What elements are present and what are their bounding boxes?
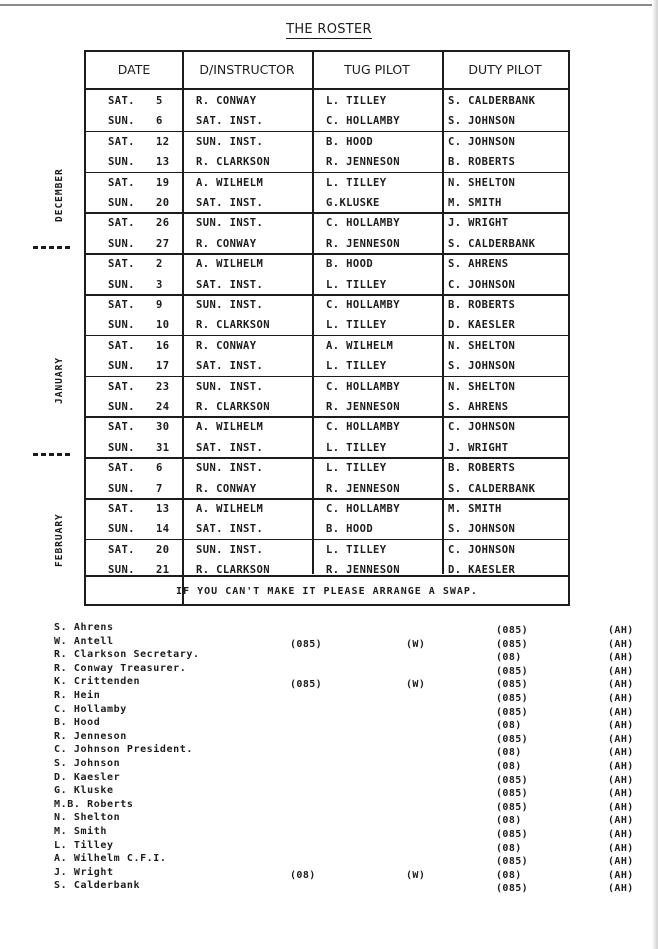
table-row bbox=[86, 458, 568, 478]
member-name: R. Jenneson bbox=[54, 730, 127, 742]
day-cell: SUN. bbox=[108, 319, 135, 332]
duty-pilot-cell: B. ROBERTS bbox=[448, 299, 516, 311]
home-tag: (AH) bbox=[608, 883, 634, 895]
table-row bbox=[86, 234, 568, 254]
instructor-cell: SAT. INST. bbox=[196, 523, 264, 536]
table-row bbox=[86, 397, 568, 417]
tug-pilot-cell: B. HOOD bbox=[326, 135, 374, 148]
tug-pilot-cell: G.KLUSKE bbox=[326, 197, 380, 209]
home-tag: (AH) bbox=[608, 625, 634, 636]
instructor-cell: SAT. INST. bbox=[196, 115, 264, 128]
home-area-code: (085) bbox=[496, 829, 529, 840]
home-tag: (AH) bbox=[608, 638, 634, 650]
date-cell: 13 bbox=[156, 156, 170, 169]
member-name: A. Wilhelm C.F.I. bbox=[54, 853, 167, 865]
instructor-cell: SUN. INST. bbox=[196, 380, 264, 393]
duty-pilot-cell: B. ROBERTS bbox=[448, 462, 516, 475]
day-cell: SAT. bbox=[108, 543, 135, 556]
duty-pilot-cell: J. WRIGHT bbox=[448, 217, 509, 230]
table-row bbox=[86, 438, 568, 458]
member-name: C. Johnson President. bbox=[54, 744, 194, 756]
home-tag: (AH) bbox=[608, 652, 634, 664]
day-cell: SAT. bbox=[108, 135, 135, 148]
home-tag: (AH) bbox=[608, 706, 634, 718]
home-tag: (AH) bbox=[608, 720, 634, 732]
page-top-rule bbox=[0, 4, 658, 6]
home-area-code: (085) bbox=[496, 638, 529, 650]
month-separator bbox=[33, 246, 73, 249]
instructor-cell: SUN. INST. bbox=[196, 543, 264, 556]
duty-pilot-cell: S. CALDERBANK bbox=[448, 482, 536, 495]
member-name: S. Johnson bbox=[54, 758, 121, 769]
date-cell: 30 bbox=[156, 421, 170, 434]
member-name: K. Crittenden bbox=[54, 676, 141, 688]
home-tag: (AH) bbox=[608, 665, 634, 677]
duty-pilot-cell: S. JOHNSON bbox=[448, 523, 516, 536]
duty-pilot-cell: M. SMITH bbox=[448, 197, 502, 209]
tug-pilot-cell: B. HOOD bbox=[326, 523, 374, 536]
home-tag: (AH) bbox=[608, 869, 634, 881]
tug-pilot-cell: L. TILLEY bbox=[326, 543, 387, 556]
date-cell: 14 bbox=[156, 523, 170, 536]
member-name: R. Conway Treasurer. bbox=[54, 662, 187, 674]
day-cell: SUN. bbox=[108, 401, 135, 413]
month-label-february: FEBRUARY bbox=[54, 513, 65, 567]
member-name: L. Tilley bbox=[54, 839, 114, 851]
member-name: S. Calderbank bbox=[54, 880, 141, 892]
tug-pilot-cell: L. TILLEY bbox=[326, 278, 387, 291]
table-row bbox=[86, 152, 568, 172]
day-cell: SUN. bbox=[108, 523, 135, 536]
date-cell: 19 bbox=[156, 176, 170, 189]
home-area-code: (085) bbox=[496, 774, 529, 786]
instructor-cell: R. CONWAY bbox=[196, 237, 257, 250]
member-name: C. Hollamby bbox=[54, 703, 127, 715]
home-area-code: (08) bbox=[496, 869, 522, 881]
home-tag: (AH) bbox=[608, 679, 634, 691]
day-cell: SAT. bbox=[108, 462, 135, 475]
home-tag: (AH) bbox=[608, 856, 634, 868]
day-cell: SUN. bbox=[108, 197, 135, 209]
day-cell: SUN. bbox=[108, 360, 135, 373]
day-cell: SAT. bbox=[108, 503, 135, 515]
instructor-cell: SUN. INST. bbox=[196, 135, 264, 148]
instructor-cell: SAT. INST. bbox=[196, 360, 264, 373]
duty-pilot-cell: S. AHRENS bbox=[448, 401, 509, 413]
day-cell: SUN. bbox=[108, 278, 135, 291]
page-edge-shadow bbox=[652, 0, 658, 949]
tug-pilot-cell: R. JENNESON bbox=[326, 156, 400, 169]
home-tag: (AH) bbox=[608, 774, 634, 786]
home-area-code: (08) bbox=[496, 842, 522, 854]
member-name: M.B. Roberts bbox=[54, 798, 134, 810]
date-cell: 23 bbox=[156, 380, 170, 393]
instructor-cell: R. CLARKSON bbox=[196, 156, 270, 169]
instructor-cell: R. CONWAY bbox=[196, 95, 257, 107]
duty-pilot-cell: C. JOHNSON bbox=[448, 135, 516, 148]
tug-pilot-cell: L. TILLEY bbox=[326, 319, 387, 332]
member-name: D. Kaesler bbox=[54, 771, 121, 783]
duty-pilot-cell: C. JOHNSON bbox=[448, 421, 516, 434]
day-cell: SUN. bbox=[108, 564, 135, 577]
instructor-cell: R. CLARKSON bbox=[196, 319, 270, 332]
table-row bbox=[86, 479, 568, 499]
day-cell: SUN. bbox=[108, 482, 135, 495]
date-cell: 20 bbox=[156, 543, 170, 556]
day-cell: SUN. bbox=[108, 115, 135, 128]
table-row bbox=[86, 560, 568, 580]
header-instructor: D/INSTRUCTOR bbox=[199, 62, 295, 77]
home-area-code: (085) bbox=[496, 693, 529, 704]
instructor-cell: A. WILHELM bbox=[196, 503, 264, 515]
date-cell: 13 bbox=[156, 503, 170, 515]
day-cell: SAT. bbox=[108, 95, 135, 107]
duty-pilot-cell: S. CALDERBANK bbox=[448, 237, 536, 250]
home-area-code: (085) bbox=[496, 788, 529, 800]
day-cell: SAT. bbox=[108, 339, 135, 352]
member-name: W. Antell bbox=[54, 635, 114, 647]
duty-pilot-cell: N. SHELTON bbox=[448, 339, 516, 352]
duty-pilot-cell: J. WRIGHT bbox=[448, 441, 509, 454]
table-row bbox=[86, 111, 568, 131]
tug-pilot-cell: L. TILLEY bbox=[326, 462, 387, 475]
date-cell: 26 bbox=[156, 217, 170, 230]
date-cell: 27 bbox=[156, 237, 170, 250]
header-date: DATE bbox=[117, 62, 151, 77]
page-title-text: THE ROSTER bbox=[286, 22, 372, 37]
duty-pilot-cell: C. JOHNSON bbox=[448, 543, 516, 556]
home-tag: (AH) bbox=[608, 733, 634, 745]
work-area-code: (085) bbox=[290, 638, 323, 650]
home-tag: (AH) bbox=[608, 829, 634, 840]
home-area-code: (085) bbox=[496, 706, 529, 718]
tug-pilot-cell: C. HOLLAMBY bbox=[326, 299, 400, 311]
home-tag: (AH) bbox=[608, 761, 634, 772]
date-cell: 5 bbox=[156, 95, 163, 107]
table-row bbox=[86, 540, 568, 560]
instructor-cell: SAT. INST. bbox=[196, 441, 264, 454]
tug-pilot-cell: L. TILLEY bbox=[326, 360, 387, 373]
duty-pilot-cell: D. KAESLER bbox=[448, 319, 516, 332]
table-row bbox=[86, 519, 568, 539]
instructor-cell: SUN. INST. bbox=[196, 217, 264, 230]
tug-pilot-cell: R. JENNESON bbox=[326, 237, 400, 250]
work-area-code: (08) bbox=[290, 869, 316, 881]
day-cell: SAT. bbox=[108, 421, 135, 434]
day-cell: SAT. bbox=[108, 258, 135, 271]
tug-pilot-cell: C. HOLLAMBY bbox=[326, 217, 400, 230]
date-cell: 31 bbox=[156, 441, 170, 454]
instructor-cell: A. WILHELM bbox=[196, 258, 264, 271]
table-row bbox=[86, 254, 568, 274]
instructor-cell: A. WILHELM bbox=[196, 176, 264, 189]
duty-pilot-cell: B. ROBERTS bbox=[448, 156, 516, 169]
tug-pilot-cell: R. JENNESON bbox=[326, 564, 400, 577]
day-cell: SAT. bbox=[108, 380, 135, 393]
table-row bbox=[86, 275, 568, 295]
home-tag: (AH) bbox=[608, 693, 634, 704]
home-tag: (AH) bbox=[608, 788, 634, 800]
tug-pilot-cell: C. HOLLAMBY bbox=[326, 380, 400, 393]
page-title bbox=[0, 22, 658, 37]
table-row bbox=[86, 356, 568, 376]
roster-table bbox=[84, 50, 570, 606]
table-row bbox=[86, 417, 568, 437]
tug-pilot-cell: L. TILLEY bbox=[326, 95, 387, 107]
home-tag: (AH) bbox=[608, 842, 634, 854]
duty-pilot-cell: C. JOHNSON bbox=[448, 278, 516, 291]
header-tug-pilot: TUG PILOT bbox=[344, 62, 410, 77]
home-area-code: (085) bbox=[496, 665, 529, 677]
member-name: J. Wright bbox=[54, 866, 114, 878]
tug-pilot-cell: L. TILLEY bbox=[326, 176, 387, 189]
home-area-code: (085) bbox=[496, 801, 529, 813]
table-row bbox=[86, 213, 568, 233]
home-area-code: (08) bbox=[496, 652, 522, 664]
tug-pilot-cell: R. JENNESON bbox=[326, 401, 400, 413]
member-name: S. Ahrens bbox=[54, 622, 114, 633]
date-cell: 2 bbox=[156, 258, 163, 271]
member-name: G. Kluske bbox=[54, 785, 114, 797]
home-area-code: (08) bbox=[496, 747, 522, 759]
swap-notice: IF YOU CAN'T MAKE IT PLEASE ARRANGE A SWAP. bbox=[176, 586, 478, 597]
work-tag: (W) bbox=[406, 869, 426, 881]
tug-pilot-cell: R. JENNESON bbox=[326, 482, 400, 495]
home-area-code: (08) bbox=[496, 761, 522, 772]
date-cell: 17 bbox=[156, 360, 170, 373]
duty-pilot-cell: M. SMITH bbox=[448, 503, 502, 515]
tug-pilot-cell: C. HOLLAMBY bbox=[326, 115, 400, 128]
date-cell: 6 bbox=[156, 462, 163, 475]
day-cell: SUN. bbox=[108, 441, 135, 454]
header-divider bbox=[86, 88, 568, 90]
tug-pilot-cell: L. TILLEY bbox=[326, 441, 387, 454]
home-area-code: (085) bbox=[496, 625, 529, 636]
duty-pilot-cell: N. SHELTON bbox=[448, 380, 516, 393]
table-row bbox=[86, 193, 568, 213]
duty-pilot-cell: S. JOHNSON bbox=[448, 115, 516, 128]
month-label-january: JANUARY bbox=[54, 356, 65, 404]
home-area-code: (08) bbox=[496, 815, 522, 827]
day-cell: SAT. bbox=[108, 176, 135, 189]
tug-pilot-cell: C. HOLLAMBY bbox=[326, 421, 400, 434]
day-cell: SAT. bbox=[108, 299, 135, 311]
home-area-code: (085) bbox=[496, 883, 529, 895]
date-cell: 21 bbox=[156, 564, 170, 577]
home-area-code: (085) bbox=[496, 733, 529, 745]
header-duty-pilot: DUTY PILOT bbox=[468, 62, 542, 77]
date-cell: 3 bbox=[156, 278, 163, 291]
member-name: R. Hein bbox=[54, 690, 101, 701]
date-cell: 10 bbox=[156, 319, 170, 332]
date-cell: 12 bbox=[156, 135, 170, 148]
date-cell: 16 bbox=[156, 339, 170, 352]
instructor-cell: SAT. INST. bbox=[196, 278, 264, 291]
work-area-code: (085) bbox=[290, 679, 323, 691]
instructor-cell: R. CLARKSON bbox=[196, 564, 270, 577]
instructor-cell: SUN. INST. bbox=[196, 462, 264, 475]
day-cell: SAT. bbox=[108, 217, 135, 230]
work-tag: (W) bbox=[406, 638, 426, 650]
duty-pilot-cell: S. CALDERBANK bbox=[448, 95, 536, 107]
tug-pilot-cell: C. HOLLAMBY bbox=[326, 503, 400, 515]
instructor-cell: SUN. INST. bbox=[196, 299, 264, 311]
table-row bbox=[86, 173, 568, 193]
instructor-cell: R. CONWAY bbox=[196, 482, 257, 495]
date-cell: 9 bbox=[156, 299, 163, 311]
home-area-code: (08) bbox=[496, 720, 522, 732]
date-cell: 24 bbox=[156, 401, 170, 413]
table-row bbox=[86, 377, 568, 397]
table-row bbox=[86, 91, 568, 111]
home-area-code: (085) bbox=[496, 856, 529, 868]
instructor-cell: R. CONWAY bbox=[196, 339, 257, 352]
home-tag: (AH) bbox=[608, 747, 634, 759]
table-row bbox=[86, 499, 568, 519]
table-row bbox=[86, 336, 568, 356]
home-tag: (AH) bbox=[608, 801, 634, 813]
table-row bbox=[86, 132, 568, 152]
duty-pilot-cell: D. KAESLER bbox=[448, 564, 516, 577]
month-separator bbox=[33, 453, 73, 456]
instructor-cell: SAT. INST. bbox=[196, 197, 264, 209]
duty-pilot-cell: S. JOHNSON bbox=[448, 360, 516, 373]
member-name: M. Smith bbox=[54, 826, 107, 837]
home-tag: (AH) bbox=[608, 815, 634, 827]
table-row bbox=[86, 295, 568, 315]
date-cell: 7 bbox=[156, 482, 163, 495]
duty-pilot-cell: N. SHELTON bbox=[448, 176, 516, 189]
tug-pilot-cell: A. WILHELM bbox=[326, 339, 394, 352]
date-cell: 6 bbox=[156, 115, 163, 128]
duty-pilot-cell: S. AHRENS bbox=[448, 258, 509, 271]
tug-pilot-cell: B. HOOD bbox=[326, 258, 374, 271]
member-name: B. Hood bbox=[54, 717, 101, 729]
home-area-code: (085) bbox=[496, 679, 529, 691]
month-label-december: DECEMBER bbox=[54, 168, 65, 222]
work-tag: (W) bbox=[406, 679, 426, 691]
instructor-cell: A. WILHELM bbox=[196, 421, 264, 434]
day-cell: SUN. bbox=[108, 156, 135, 169]
table-row bbox=[86, 315, 568, 335]
day-cell: SUN. bbox=[108, 237, 135, 250]
instructor-cell: R. CLARKSON bbox=[196, 401, 270, 413]
date-cell: 20 bbox=[156, 197, 170, 209]
member-name: N. Shelton bbox=[54, 812, 121, 824]
member-name: R. Clarkson Secretary. bbox=[54, 649, 200, 661]
